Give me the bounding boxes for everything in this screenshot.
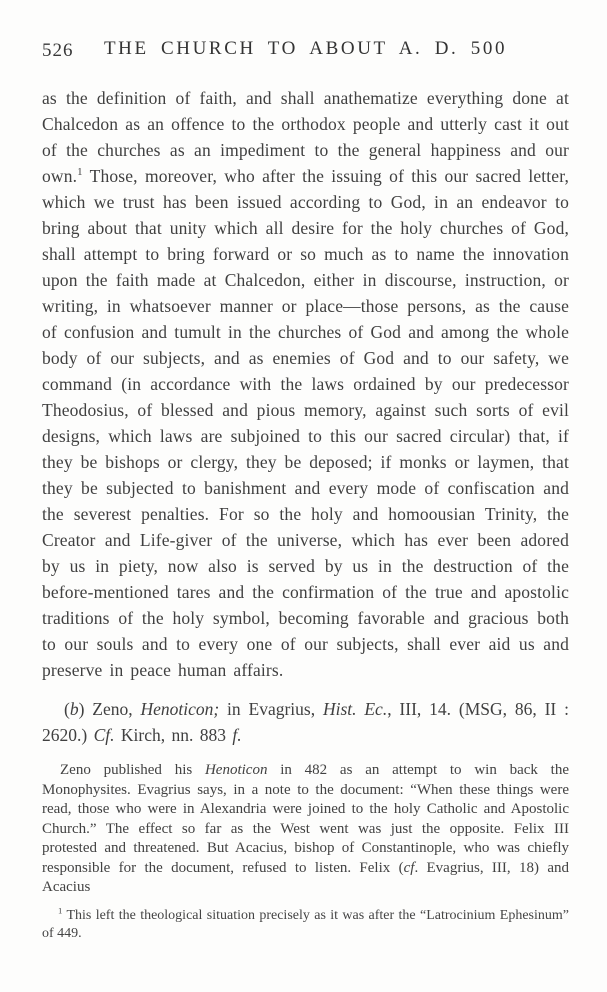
page-header — [42, 38, 569, 62]
commentary-paragraph: Zeno published his Henoticon in 482 as an attempt to win back the Monophysites. Evagrius says, in a note to the document: “When these things were read, those who were in Alexandria were joined to the holy Catholic and Apostolic Church.” The effect so far as the West went was just the opposite. Felix III protested and threatened. But Acacius, bishop of Constantinople, who was chiefly responsible for the document, refused to listen. Felix (cf. Evagrius, III, 18) and Acacius — [42, 762, 569, 895]
main-text-paragraph: as the definition of faith, and shall anathematize everything done at Chalcedon as an offence to the orthodox people and utterly cast it out of the churches as an impediment to the general happiness and our own.$^1$ Those, moreover, who after the issuing of this our sacred letter, which we trust has been issued according to God, in an endeavor to bring about that unity which all desire for the holy churches of God, shall attempt to bring forward or so much as to name the innovation upon the faith made at Chalcedon, either in discourse, instruction, or writing, in whatsoever manner or place—those persons, as the cause of confusion and tumult in the churches of God and among the whole body of our subjects, and as enemies of God and to our safety, we command (in accordance with the laws ordained by our predecessor Theodosius, of blessed and pious memory, against such sorts of evil designs, which laws are subjoined to this our sacred circular) that, if they be bishops or clergy, they be deposed; if monks or laymen, that they be subjected to banishment and every mode of confiscation and the severest penalties. For so the holy and homoousian Trinity, the Creator and Life-giver of the universe, which has ever been adored by us in piety, now also is served by us in the destruction of the before-mentioned tares and the confirmation of the true and apostolic traditions of the holy symbol, becoming favorable and gracious both to our souls and to every one of our subjects, shall ever aid us and preserve in peace human affairs. — [42, 88, 569, 680]
running-title: THE CHURCH TO ABOUT A. D. 500 — [103, 38, 508, 59]
page-number: 526 — [42, 40, 74, 61]
citation-paragraph: (b) Zeno, Henoticon; in Evagrius, Hist. Ec., III, 14. (MSG, 86, II : 2620.) Cf. Kirch, nn. 883 f. — [42, 699, 569, 745]
footnote-paragraph: $^1$ This left the theological situation precisely as it was after the “Latrocinium Ephesinum” of 449. — [42, 904, 569, 941]
